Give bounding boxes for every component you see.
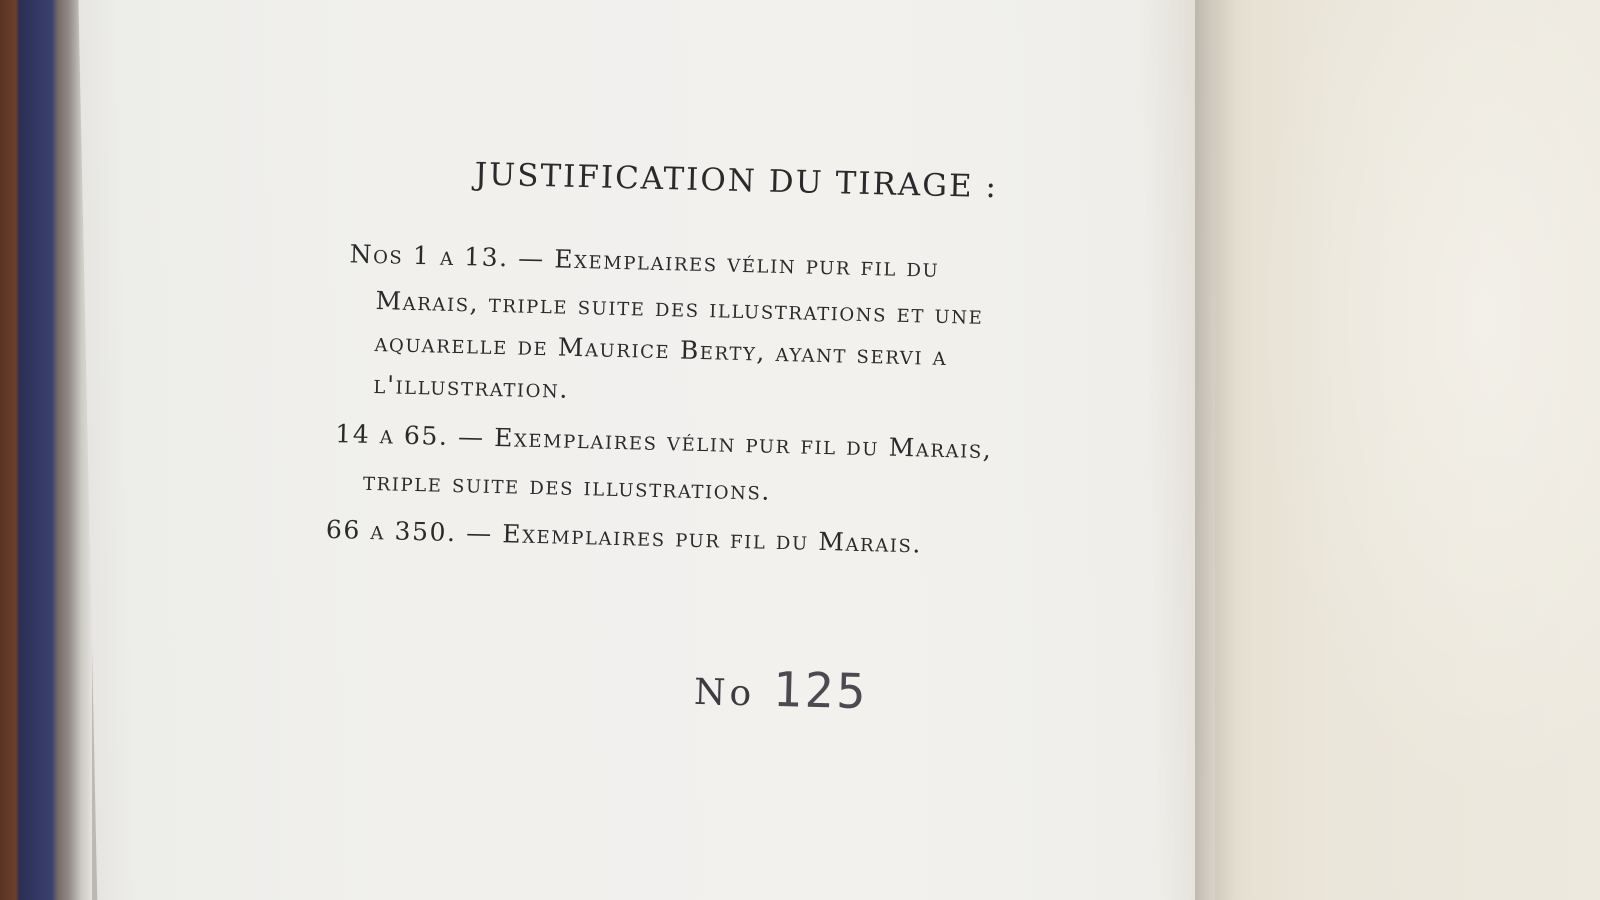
copy-number-value: 125: [772, 661, 870, 721]
edition-line-4: l'illustration.: [373, 370, 570, 404]
edition-line-1: Nos 1 a 13. — Exemplaires vélin pur fil du: [349, 239, 940, 283]
edition-line-2: Marais, triple suite des illustrations et une: [375, 286, 984, 330]
edition-line-3: aquarelle de Maurice Berty, ayant servi a: [374, 328, 948, 372]
copy-number-prefix: No: [693, 671, 756, 715]
page-title: JUSTIFICATION DU TIRAGE :: [474, 156, 999, 206]
copy-number: [694, 660, 870, 720]
edition-line-6: triple suite des illustrations.: [362, 466, 772, 506]
edition-line-5: 14 a 65. — Exemplaires vélin pur fil du Marais,: [334, 419, 993, 465]
edition-line-7: 66 a 350. — Exemplaires pur fil du Marais.: [325, 514, 923, 559]
